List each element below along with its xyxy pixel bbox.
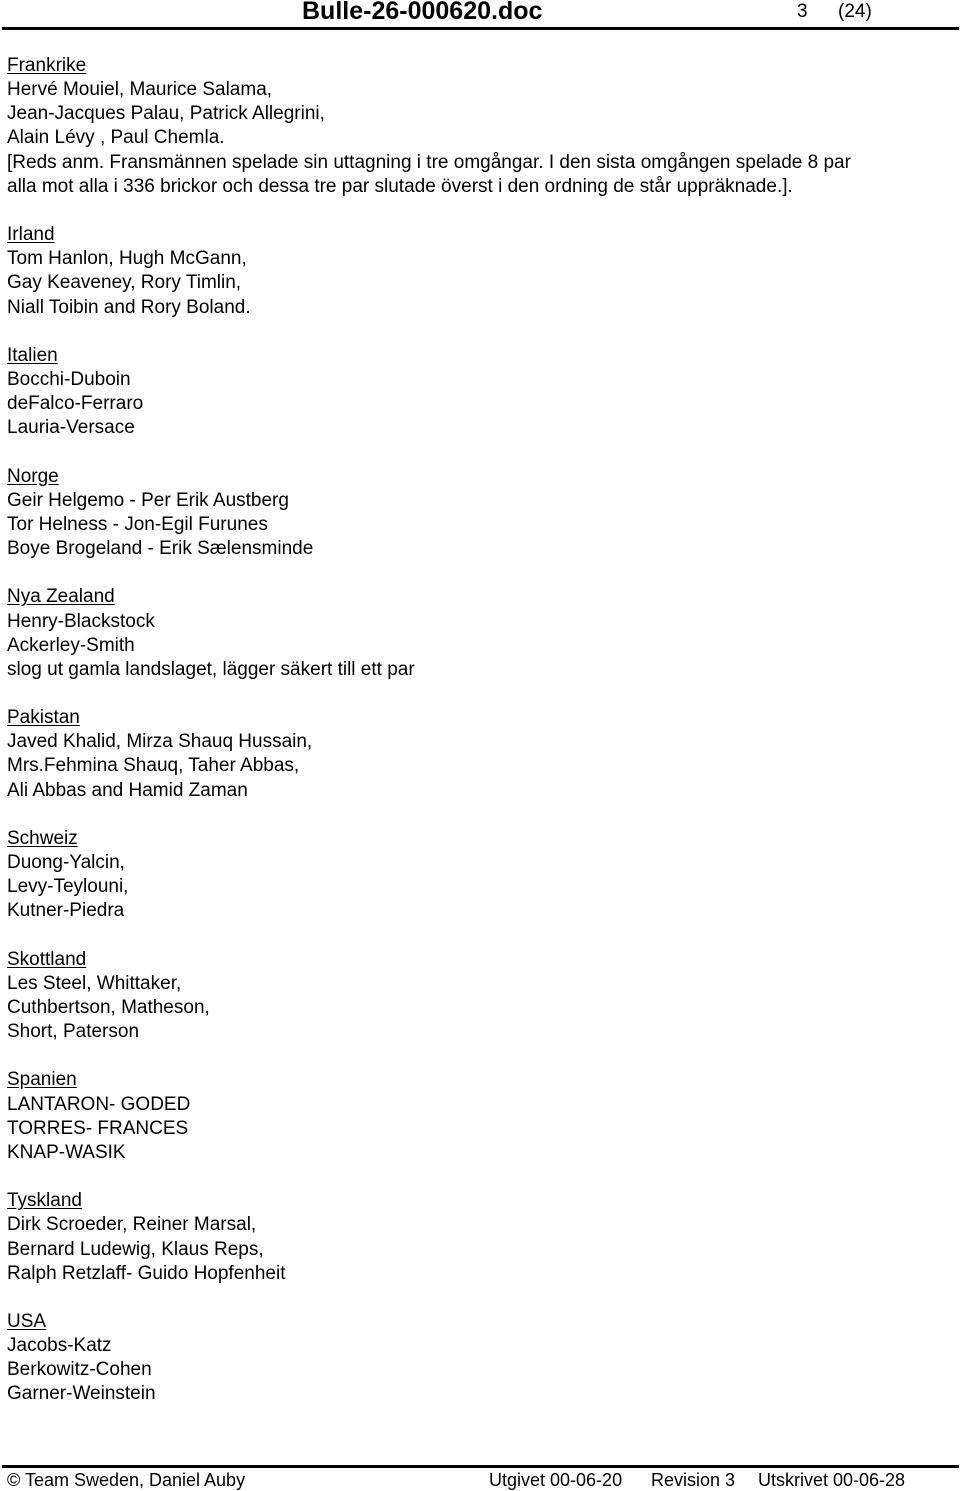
section-title: Italien	[7, 344, 58, 366]
section-line: Javed Khalid, Mirza Shauq Hussain,	[7, 731, 313, 753]
section-line: Ralph Retzlaff- Guido Hopfenheit	[7, 1262, 286, 1284]
header-divider	[2, 27, 959, 30]
section-line: Cuthbertson, Matheson,	[7, 996, 210, 1018]
section-schweiz	[7, 827, 957, 924]
section-line: Niall Toibin and Rory Boland.	[7, 296, 251, 318]
section-line: Jean-Jacques Palau, Patrick Allegrini,	[7, 103, 325, 125]
section-title: Frankrike	[7, 55, 87, 76]
section-title: USA	[7, 1310, 47, 1332]
page-number: 3	[797, 1, 808, 22]
section-skottland	[7, 948, 957, 1045]
section-title: Pakistan	[7, 707, 80, 729]
footer-divider	[2, 1465, 959, 1468]
section-nya-zealand	[7, 585, 957, 682]
section-line: KNAP-WASIK	[7, 1141, 126, 1163]
footer-author: © Team Sweden, Daniel Auby	[7, 1470, 246, 1490]
section-line: Duong-Yalcin,	[7, 852, 125, 874]
page-total: (24)	[838, 1, 872, 22]
section-title: Tyskland	[7, 1190, 82, 1212]
section-line: Levy-Teylouni,	[7, 876, 129, 898]
section-line: alla mot alla i 336 brickor och dessa tre par slutade överst i den ordning de står uppräknade.].	[7, 175, 793, 197]
section-tyskland	[7, 1189, 957, 1286]
section-line: Short, Paterson	[7, 1021, 140, 1043]
section-title: Irland	[7, 224, 55, 246]
section-title: Spanien	[7, 1069, 77, 1091]
section-usa	[7, 1310, 957, 1407]
section-line: Geir Helgemo - Per Erik Austberg	[7, 489, 289, 511]
section-line: Garner-Weinstein	[7, 1383, 156, 1405]
document-body	[7, 54, 957, 1431]
document-title: Bulle-26-000620.doc	[302, 0, 543, 25]
section-line: deFalco-Ferraro	[7, 393, 144, 415]
footer-revision: Revision 3	[651, 1470, 736, 1490]
section-line: Alain Lévy , Paul Chemla.	[7, 127, 225, 149]
page-footer	[0, 1469, 960, 1491]
section-line: TORRES- FRANCES	[7, 1117, 189, 1139]
section-title: Nya Zealand	[7, 586, 115, 608]
section-line: Les Steel, Whittaker,	[7, 972, 182, 994]
section-line: [Reds anm. Fransmännen spelade sin uttagning i tre omgångar. I den sista omgången spelade 8 par	[7, 151, 851, 173]
section-line: Lauria-Versace	[7, 417, 135, 439]
section-line: Ali Abbas and Hamid Zaman	[7, 779, 248, 801]
section-line: Bocchi-Duboin	[7, 369, 131, 390]
section-italien	[7, 344, 957, 441]
section-norge	[7, 465, 957, 562]
section-spanien	[7, 1068, 957, 1165]
page-header	[0, 0, 960, 28]
section-line: Mrs.Fehmina Shauq, Taher Abbas,	[7, 755, 300, 777]
section-line: Henry-Blackstock	[7, 610, 155, 632]
section-line: Jacobs-Katz	[7, 1335, 112, 1357]
section-line: Tom Hanlon, Hugh McGann,	[7, 248, 247, 270]
section-title: Schweiz	[7, 827, 78, 849]
section-pakistan	[7, 706, 957, 803]
section-line: Gay Keaveney, Rory Timlin,	[7, 272, 242, 294]
section-line: Berkowitz-Cohen	[7, 1359, 152, 1381]
section-line: Tor Helness - Jon-Egil Furunes	[7, 513, 268, 535]
section-line: Dirk Scroeder, Reiner Marsal,	[7, 1214, 257, 1236]
section-line: Bernard Ludewig, Klaus Reps,	[7, 1238, 264, 1260]
section-title: Skottland	[7, 948, 87, 970]
section-line: Hervé Mouiel, Maurice Salama,	[7, 79, 273, 101]
section-title: Norge	[7, 465, 59, 487]
section-line: Boye Brogeland - Erik Sælensminde	[7, 538, 314, 560]
section-irland	[7, 223, 957, 320]
section-frankrike	[7, 54, 957, 199]
section-line: slog ut gamla landslaget, lägger säkert till ett par	[7, 658, 415, 680]
footer-published-date: Utgivet 00-06-20	[489, 1470, 623, 1490]
section-line: Kutner-Piedra	[7, 900, 125, 922]
footer-printed-date: Utskrivet 00-06-28	[758, 1470, 906, 1490]
section-line: Ackerley-Smith	[7, 634, 135, 656]
section-line: LANTARON- GODED	[7, 1093, 191, 1115]
